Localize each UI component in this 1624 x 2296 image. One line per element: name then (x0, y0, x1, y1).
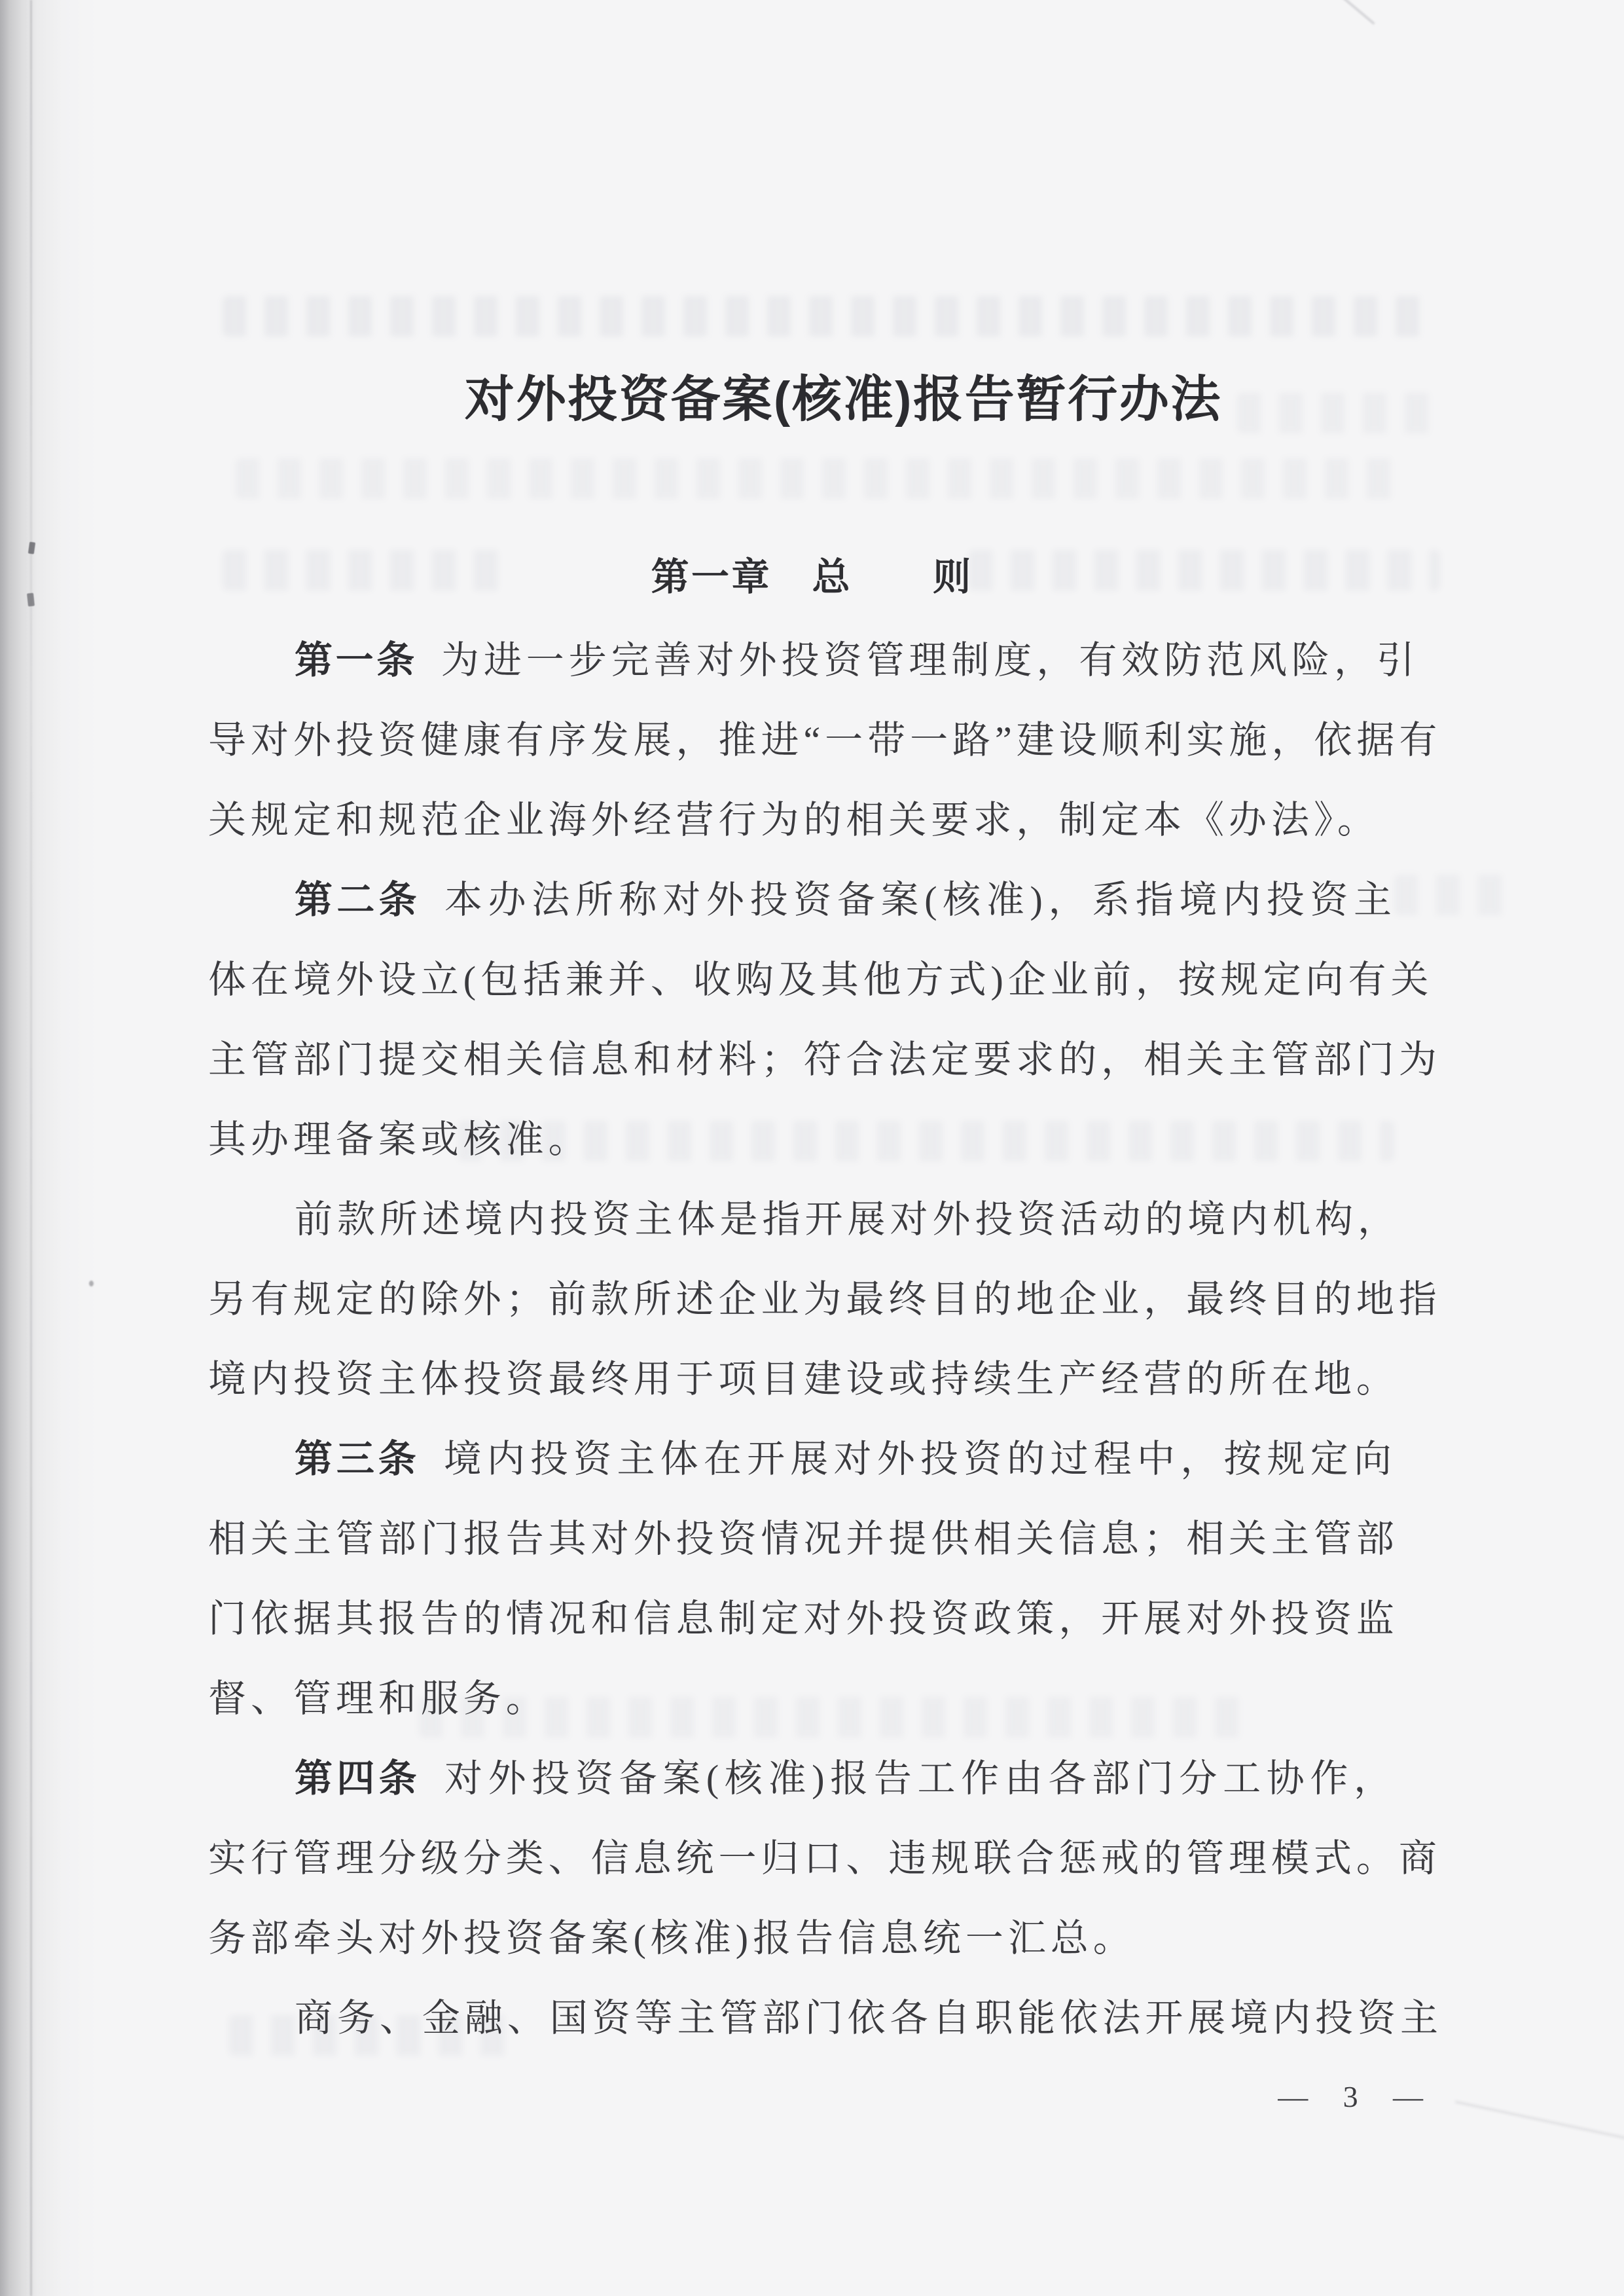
body-line (208, 1180, 1400, 1260)
line-text: 督、管理和服务。 (208, 1677, 549, 1720)
chapter-heading: 第一章 总 则 (651, 556, 973, 598)
article-number: 第二条 (295, 879, 422, 921)
body-line (208, 780, 1396, 860)
line-text: 境内投资主体投资最终用于项目建设或持续生产经营的所在地。 (208, 1358, 1399, 1400)
body-line (208, 1100, 1396, 1180)
article-number: 第一条 (295, 639, 418, 682)
document-body (208, 621, 1443, 2058)
line-text: 另有规定的除外；前款所述企业为最终目的地企业，最终目的地指 (208, 1278, 1441, 1321)
bleed-through-text (1394, 875, 1506, 915)
page-number: — 3 — (1278, 2080, 1426, 2113)
line-text: 本办法所称对外投资备案(核准)，系指境内投资主 (444, 879, 1396, 921)
line-text: 实行管理分级分类、信息统一归口、违规联合惩戒的管理模式。商 (208, 1837, 1441, 1880)
body-line (208, 1260, 1441, 1339)
body-line (208, 1579, 1399, 1659)
paper-crease (1329, 0, 1375, 25)
paper-torn-edge (30, 0, 32, 2296)
line-text: 相关主管部门报告其对外投资情况并提供相关信息；相关主管部 (208, 1518, 1399, 1560)
line-text: 为进一步完善对外投资管理制度，有效防范风险，引 (441, 639, 1419, 682)
line-text: 导对外投资健康有序发展，推进“一带一路”建设顺利实施，依据有 (208, 719, 1442, 761)
bleed-through-text (236, 458, 1401, 499)
body-line (208, 621, 1419, 701)
body-line (208, 940, 1434, 1020)
body-line (208, 1339, 1399, 1419)
article-number: 第四条 (295, 1757, 422, 1800)
body-line (208, 1978, 1443, 2058)
body-line (208, 701, 1442, 780)
line-text: 关规定和规范企业海外经营行为的相关要求，制定本《办法》。 (208, 799, 1380, 841)
body-line (208, 1499, 1399, 1579)
body-line (208, 860, 1396, 940)
bleed-through-text (223, 296, 1427, 337)
line-text: 前款所述境内投资主体是指开展对外投资活动的境内机构， (295, 1198, 1400, 1241)
line-text: 境内投资主体在开展对外投资的过程中，按规定向 (443, 1438, 1396, 1480)
paper-crease (1455, 2101, 1624, 2143)
line-text: 对外投资备案(核准)报告工作由各部门分工协作， (444, 1757, 1396, 1800)
document-title: 对外投资备案(核准)报告暂行办法 (464, 372, 1223, 428)
scanner-edge-shadow (0, 0, 98, 2296)
ink-speck (89, 1281, 94, 1286)
line-text: 务部牵头对外投资备案(核准)报告信息统一汇总。 (208, 1917, 1136, 1959)
body-line (208, 1020, 1441, 1100)
line-text: 其办理备案或核准。 (208, 1118, 591, 1161)
line-text: 商务、金融、国资等主管部门依各自职能依法开展境内投资主 (295, 1997, 1443, 2039)
line-text: 主管部门提交相关信息和材料；符合法定要求的，相关主管部门为 (208, 1038, 1441, 1081)
line-text: 门依据其报告的情况和信息制定对外投资政策，开展对外投资监 (208, 1597, 1399, 1640)
body-line (208, 1899, 1396, 1978)
body-line (208, 1659, 1396, 1739)
body-line (208, 1739, 1396, 1819)
body-line (208, 1419, 1396, 1499)
body-line (208, 1819, 1441, 1899)
article-number: 第三条 (295, 1438, 420, 1480)
line-text: 体在境外设立(包括兼并、收购及其他方式)企业前，按规定向有关 (208, 958, 1434, 1001)
